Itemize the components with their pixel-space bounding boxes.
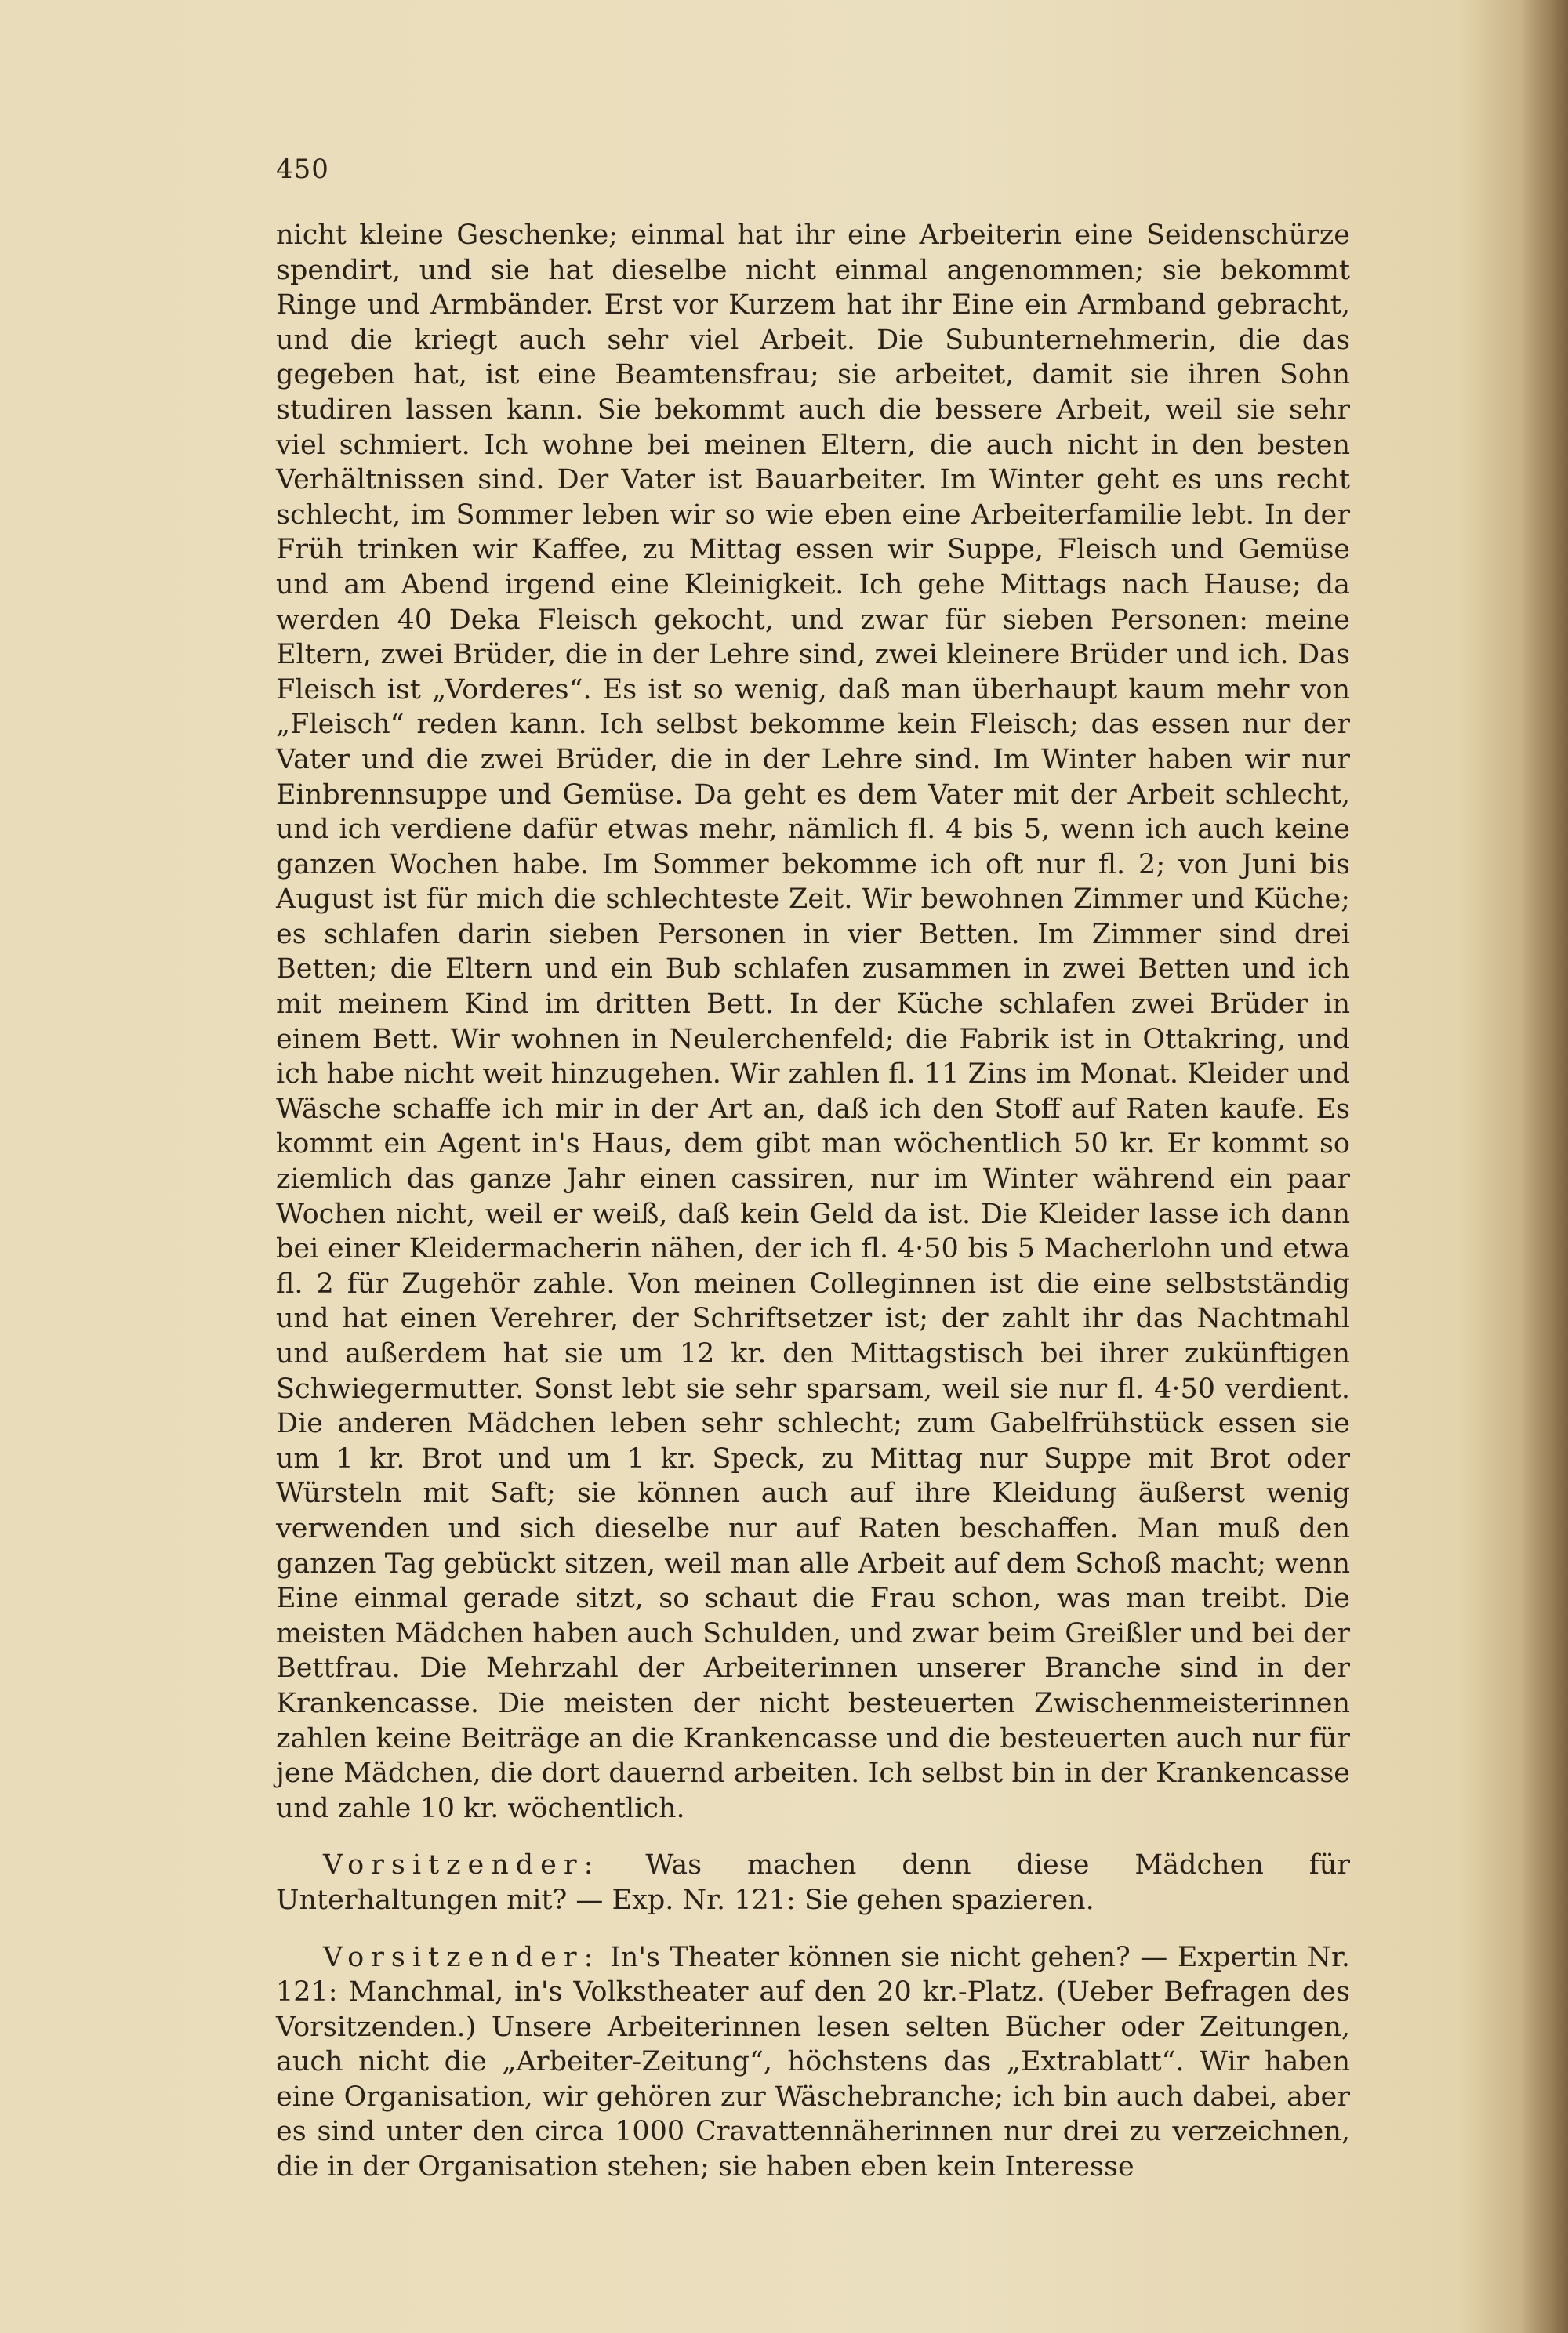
dialog-paragraph-1 [276, 1848, 1350, 1918]
speaker-label: Vorsitzender: [323, 1849, 601, 1881]
page-number: 450 [276, 154, 329, 185]
page-gutter-shadow [1521, 0, 1568, 2333]
speaker-label: Vorsitzender: [323, 1941, 601, 1973]
dialog-text: In's Theater können sie nicht gehen? — Expertin Nr. 121: Manchmal, in's Volkstheater auf den 20 kr.-Platz. (Ueber Befragen des Vorsitzenden.) Unsere Arbeiterinnen lesen selten Bücher oder Zeitungen, auch nicht die „Arbeiter-Zeitung“, höchstens das „Extrablatt“. Wir haben eine Organisation, wir gehören zur Wäschebranche; ich bin auch dabei, aber es sind unter den circa 1000 Cravattennäherinnen nur drei zu verzeichnen, die in der Organisation stehen; sie haben eben kein Interesse [276, 1941, 1350, 2183]
dialog-paragraph-2 [276, 1940, 1350, 2185]
main-paragraph: nicht kleine Geschenke; einmal hat ihr eine Arbeiterin eine Seidenschürze spendirt, und sie hat dieselbe nicht einmal angenommen; sie bekommt Ringe und Armbänder. Erst vor Kurzem hat ihr Eine ein Armband gebracht, und die kriegt auch sehr viel Arbeit. Die Subunternehmerin, die das gegeben hat, ist eine Beamtensfrau; sie arbeitet, damit sie ihren Sohn studiren lassen kann. Sie bekommt auch die bessere Arbeit, weil sie sehr viel schmiert. Ich wohne bei meinen Eltern, die auch nicht in den besten Verhältnissen sind. Der Vater ist Bauarbeiter. Im Winter geht es uns recht schlecht, im Sommer leben wir so wie eben eine Arbeiterfamilie lebt. In der Früh trinken wir Kaffee, zu Mittag essen wir Suppe, Fleisch und Gemüse und am Abend irgend eine Kleinigkeit. Ich gehe Mittags nach Hause; da werden 40 Deka Fleisch gekocht, und zwar für sieben Personen: meine Eltern, zwei Brüder, die in der Lehre sind, zwei kleinere Brüder und ich. Das Fleisch ist „Vorderes“. Es ist so wenig, daß man überhaupt kaum mehr von „Fleisch“ reden kann. Ich selbst bekomme kein Fleisch; das essen nur der Vater und die zwei Brüder, die in der Lehre sind. Im Winter haben wir nur Einbrennsuppe und Gemüse. Da geht es dem Vater mit der Arbeit schlecht, und ich verdiene dafür etwas mehr, nämlich fl. 4 bis 5, wenn ich auch keine ganzen Wochen habe. Im Sommer bekomme ich oft nur fl. 2; von Juni bis August ist für mich die schlechteste Zeit. Wir bewohnen Zimmer und Küche; es schlafen darin sieben Personen in vier Betten. Im Zimmer sind drei Betten; die Eltern und ein Bub schlafen zusammen in zwei Betten und ich mit meinem Kind im dritten Bett. In der Küche schlafen zwei Brüder in einem Bett. Wir wohnen in Neulerchenfeld; die Fabrik ist in Ottakring, und ich habe nicht weit hinzugehen. Wir zahlen fl. 11 Zins im Monat. Kleider und Wäsche schaffe ich mir in der Art an, daß ich den Stoff auf Raten kaufe. Es kommt ein Agent in's Haus, dem gibt man wöchentlich 50 kr. Er kommt so ziemlich das ganze Jahr einen cassiren, nur im Winter während ein paar Wochen nicht, weil er weiß, daß kein Geld da ist. Die Kleider lasse ich dann bei einer Kleidermacherin nähen, der ich fl. 4·50 bis 5 Macherlohn und etwa fl. 2 für Zugehör zahle. Von meinen Colleginnen ist die eine selbstständig und hat einen Verehrer, der Schriftsetzer ist; der zahlt ihr das Nachtmahl und außerdem hat sie um 12 kr. den Mittagstisch bei ihrer zukünftigen Schwiegermutter. Sonst lebt sie sehr sparsam, weil sie nur fl. 4·50 verdient. Die anderen Mädchen leben sehr schlecht; zum Gabelfrühstück essen sie um 1 kr. Brot und um 1 kr. Speck, zu Mittag nur Suppe mit Brot oder Würsteln mit Saft; sie können auch auf ihre Kleidung äußerst wenig verwenden und sich dieselbe nur auf Raten beschaffen. Man muß den ganzen Tag gebückt sitzen, weil man alle Arbeit auf dem Schoß macht; wenn Eine einmal gerade sitzt, so schaut die Frau schon, was man treibt. Die meisten Mädchen haben auch Schulden, und zwar beim Greißler und bei der Bettfrau. Die Mehrzahl der Arbeiterinnen unserer Branche sind in der Krankencasse. Die meisten der nicht besteuerten Zwischenmeisterinnen zahlen keine Beiträge an die Krankencasse und die besteuerten auch nur für jene Mädchen, die dort dauernd arbeiten. Ich selbst bin in der Krankencasse und zahle 10 kr. wöchentlich. [276, 220, 1350, 1824]
page-body-text [276, 218, 1350, 2207]
dialog-text: Was machen denn diese Mädchen für Unterhaltungen mit? — Exp. Nr. 121: Sie gehen spazieren. [276, 1849, 1350, 1916]
